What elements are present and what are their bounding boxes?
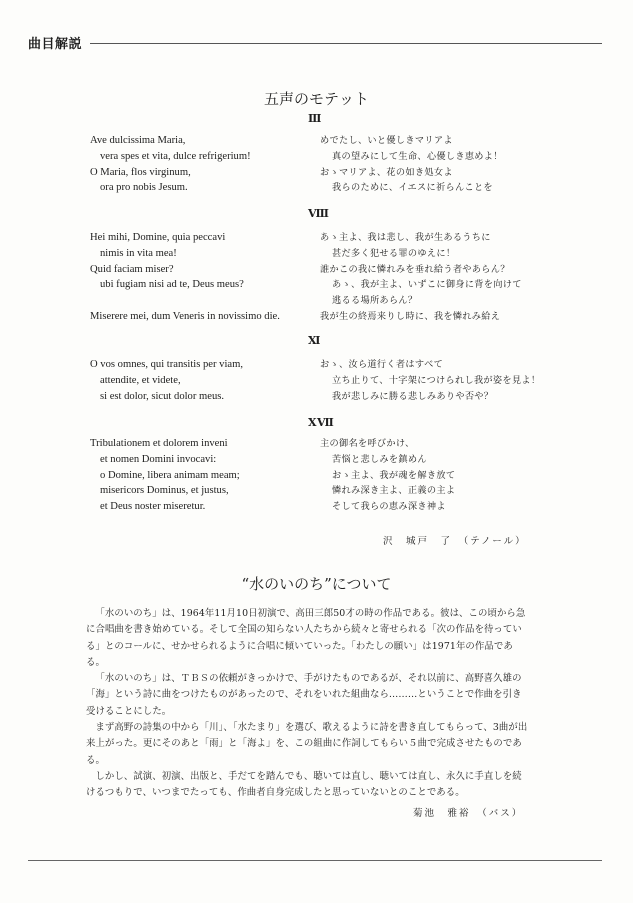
japanese-line: 苦悩と悲しみを鎮めん: [332, 453, 427, 465]
latin-line: et Deus noster miseretur.: [100, 501, 206, 513]
latin-line: Ave dulcissima Maria,: [90, 135, 186, 146]
latin-line: Miserere mei, dum Veneris in novissimo die.: [90, 310, 280, 322]
latin-line: O Maria, flos virginum,: [90, 166, 191, 178]
japanese-line: めでたし、いと優しきマリアよ: [320, 135, 453, 146]
section-number: Ⅷ: [308, 207, 330, 220]
japanese-line: 我が生の終焉来りし時に、我を憐れみ給え: [320, 310, 501, 322]
japanese-line: 立ち止りて、十字架につけられし我が姿を見よ！: [332, 374, 541, 386]
latin-line: vera spes et vita, dulce refrigerium!: [100, 150, 251, 162]
latin-line: ora pro nobis Jesum.: [100, 182, 188, 194]
japanese-line: 主の御名を呼びかけ、: [320, 438, 415, 449]
footer-rule: [28, 860, 602, 861]
latin-line: O vos omnes, qui transitis per viam,: [90, 359, 244, 370]
motet-title: 五声のモテット: [263, 90, 369, 108]
latin-text-block: [90, 357, 243, 404]
latin-line: Tribulationem et dolorem inveni: [90, 438, 228, 449]
latin-text-block: [90, 436, 240, 515]
japanese-text-block: [320, 230, 522, 325]
japanese-line: 我が悲しみに勝る悲しみありや否や？: [332, 390, 494, 402]
latin-line: et nomen Domini invocavi:: [100, 453, 217, 465]
japanese-line: 憐れみ深き主よ、正義の主よ: [332, 485, 456, 497]
japanese-line: 真の望みにして生命、心優しき恵めよ！: [332, 150, 503, 162]
latin-line: si est dolor, sicut dolor meus.: [100, 390, 225, 402]
latin-line: attendite, et videte,: [100, 374, 181, 386]
section-number: Ⅲ: [308, 112, 322, 125]
essay-credit: 菊池 雅裕 （バス）: [413, 808, 524, 819]
japanese-line: 我らのために、イエスに祈らんことを: [332, 182, 493, 194]
section-number: ⅩⅦ: [308, 416, 335, 429]
essay-paragraph: しかし、試演、初演、出版と、手だてを踏んでも、聴いては直し、聴いては直し、永久に手直しを続けるつもりで、いつまでたっても、作曲者自身完成したと思っていないとのことである。: [86, 770, 522, 799]
latin-text-block: [90, 133, 251, 196]
japanese-text-block: [320, 357, 540, 404]
japanese-line: おゝ主よ、我が魂を解き放て: [332, 469, 456, 481]
latin-line: nimis in vita mea!: [100, 247, 177, 259]
latin-line: Hei mihi, Domine, quia peccavi: [90, 232, 226, 243]
latin-text-block: [90, 230, 280, 325]
essay-paragraph: 「水のいのち」は、ＴＢＳの依頼がきっかけで、手がけたものであるが、それ以前に、高野喜久雄の「海」という詩に曲をつけたものがあったので、それをいれた組曲なら………ということで作曲を引き受けることにした。: [86, 673, 522, 717]
essay-paragraph: まず高野の詩集の中から「川」、「水たまり」を選び、歌えるように詩を書き直してもらって、3曲が出来上がった。更にそのあと「雨」と「海よ」を、この組曲に作詞してもらい５曲で完成させたものである。: [86, 722, 528, 766]
latin-line: o Domine, libera animam meam;: [100, 469, 240, 481]
japanese-line: あゝ主よ、我は悲し、我が生あるうちに: [320, 232, 491, 243]
section-number: Ⅺ: [308, 334, 321, 347]
japanese-text-block: [320, 436, 455, 515]
motet-credit: 沢 城戸 了 （テノール）: [383, 536, 527, 547]
latin-line: Quid faciam miser?: [90, 263, 174, 275]
japanese-line: おゝマリアよ、花の如き処女よ: [320, 166, 453, 178]
japanese-line: おゝ、汝ら道行く者はすべて: [320, 359, 444, 370]
essay-paragraph: 「水のいのち」は、1964年11月10日初演で、高田三郎50才の時の作品である。彼は、この頃から急に合唱曲を書き始めている。そして全国の知らない人たちから続々と寄せられる「次の作品を待っている」とのコールに、せかせられるように合唱に傾いていった。「わたしの願い」は1971年の作品である。: [86, 608, 526, 668]
latin-line: ubi fugiam nisi ad te, Deus meus?: [100, 279, 244, 291]
japanese-line: 逃るる場所あらん？: [332, 295, 418, 307]
essay-title: “水のいのち”について: [241, 575, 392, 593]
latin-line: misericors Dominus, et justus,: [100, 485, 229, 497]
header-rule: [90, 43, 602, 44]
latin-line: [90, 293, 280, 309]
japanese-text-block: [320, 133, 503, 196]
japanese-line: 誰かこの我に憐れみを垂れ給う者やあらん？: [320, 263, 510, 275]
section-header-label: 曲目解説: [28, 37, 83, 52]
japanese-line: そして我らの恵み深き神よ: [332, 501, 446, 513]
essay-body: [86, 606, 530, 802]
japanese-line: 甚だ多く犯せる罪のゆえに！: [332, 247, 456, 259]
japanese-line: あゝ、我が主よ、いずこに御身に背を向けて: [332, 279, 522, 291]
